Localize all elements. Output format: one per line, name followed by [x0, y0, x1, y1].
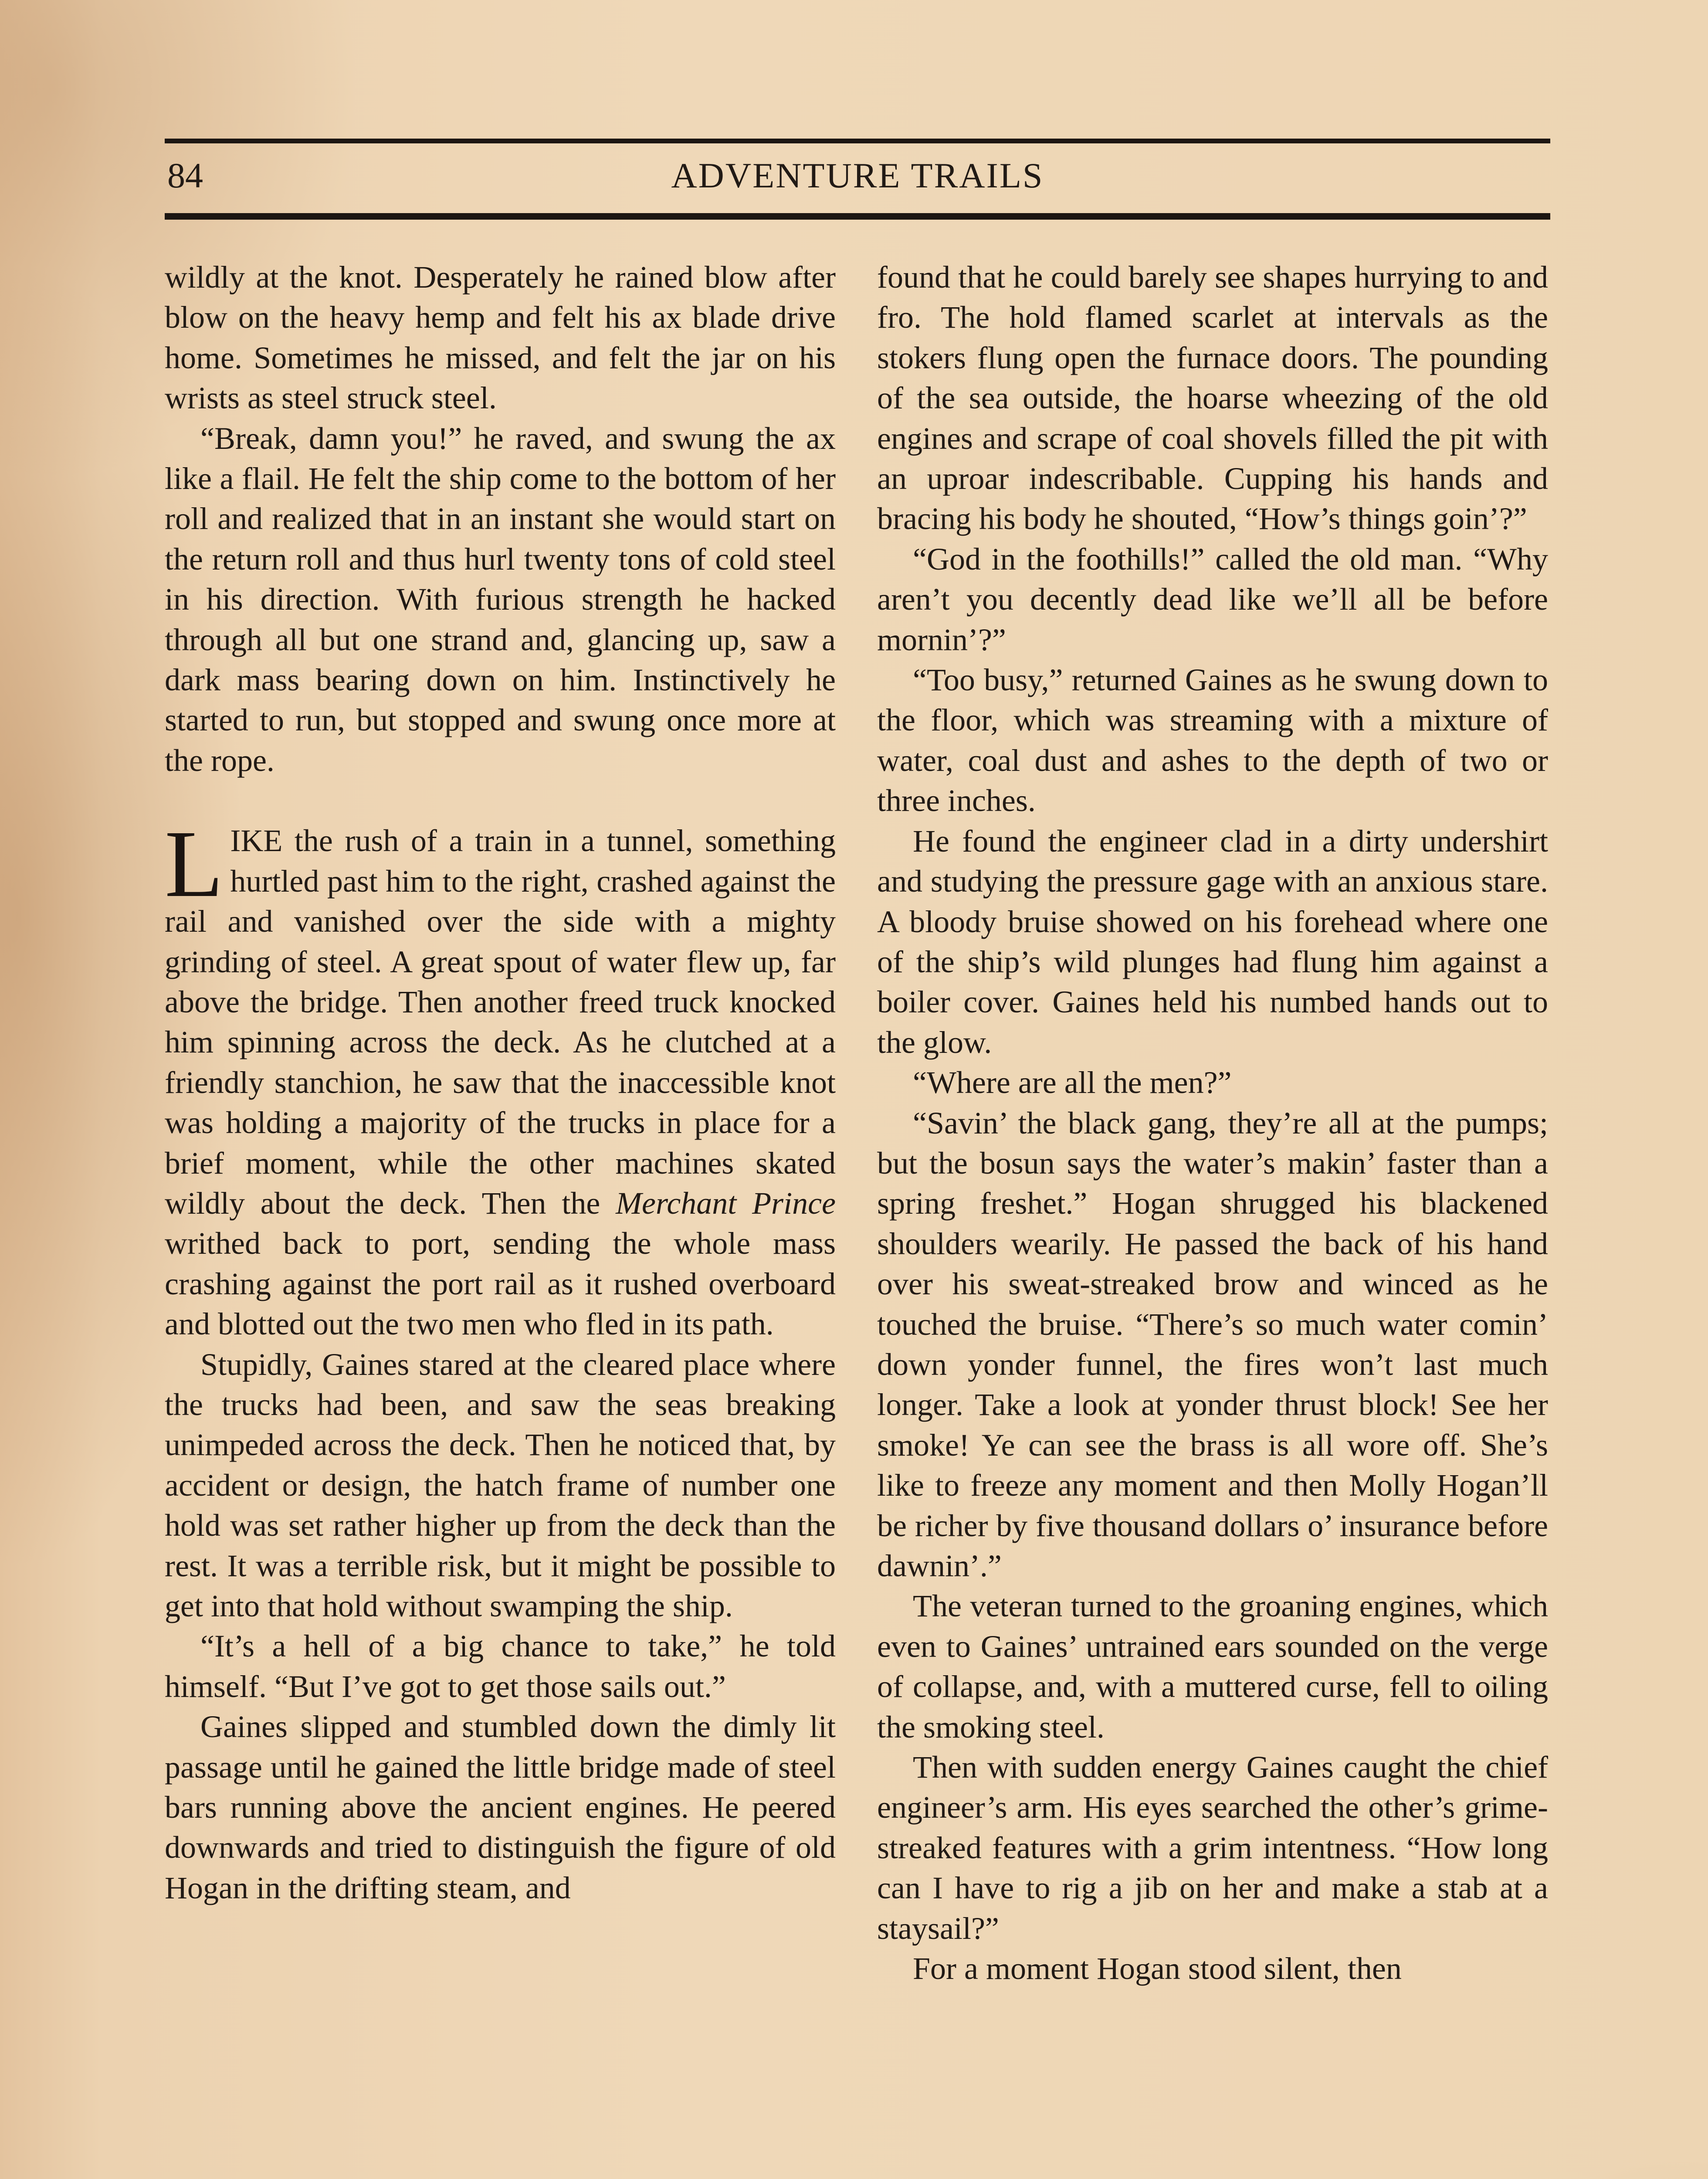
header-rule-top: [165, 139, 1550, 143]
ship-name: Merchant Prince: [616, 1185, 836, 1221]
page-number: 84: [167, 156, 203, 195]
paragraph: Gaines slipped and stumbled down the dimly lit passage until he gained the little bridge made of steel bars running above the ancient engines. He peered downwards and tried to distinguish the figure of old Hogan in the drifting steam, and: [165, 1709, 836, 1905]
page-header: [165, 139, 1550, 220]
paragraph: Stupidly, Gaines stared at the cleared place where the trucks had been, and saw the seas breaking unimpeded across the deck. Then he noticed that, by accident or design, the hatch frame of number one hold was set rather higher up from the deck than the rest. It was a terrible risk, but it might be possible to get into that hold without swamping the ship.: [165, 1347, 836, 1623]
paragraph: “Break, damn you!” he raved, and swung the ax like a flail. He felt the ship come to the bottom of her roll and realized that in an instant she would start on the return roll and thus hurl twenty tons of cold steel in his direction. With furious strength he hacked through all but one strand and, glancing up, saw a dark mass bearing down on him. Instinctively he started to run, but stopped and swung once more at the rope.: [165, 421, 836, 778]
running-title: ADVENTURE TRAILS: [671, 156, 1044, 195]
paragraph: “Too busy,” returned Gaines as he swung down to the floor, which was streaming with a mixture of water, coal dust and ashes to the depth of two or three inches.: [877, 662, 1548, 818]
left-column: [165, 257, 836, 1908]
paragraph: found that he could barely see shapes hurrying to and fro. The hold flamed scarlet at intervals as the stokers flung open the furnace doors. The pounding of the sea outside, the hoarse wheezing of the old engines and scrape of coal shovels filled the pit with an uproar indescribable. Cupping his hands and bracing his body he shouted, “How’s things goin’?”: [877, 260, 1548, 536]
section-break: [165, 781, 836, 821]
paragraph: He found the engineer clad in a dirty undershirt and studying the pressure gage with an anxious stare. A bloody bruise showed on his forehead where one of the ship’s wild plunges had flung him against a boiler cover. Gaines held his numbed hands out to the glow.: [877, 823, 1548, 1060]
paragraph: Then with sudden energy Gaines caught the chief engineer’s arm. His eyes searched the other’s grime-streaked features with a grim intentness. “How long can I have to rig a jib on her and make a stab at a staysail?”: [877, 1750, 1548, 1946]
paragraph: “Where are all the men?”: [913, 1065, 1232, 1100]
paragraph-text: writhed back to port, sending the whole mass crashing against the port rail as it rushed overboard and blotted out the two men who fled in its path.: [165, 1226, 836, 1342]
drop-cap: L: [165, 811, 224, 917]
paragraph-drop-cap: [165, 811, 836, 1344]
paragraph: For a moment Hogan stood silent, then: [913, 1951, 1402, 1986]
paragraph: “God in the foothills!” called the old man. “Why aren’t you decently dead like we’ll all be before mornin’?”: [877, 541, 1548, 657]
paragraph-text: IKE the rush of a train in a tunnel, something hurtled past him to the right, crashed against the rail and vanished over the side with a mighty grinding of steel. A great spout of water flew up, far above the bridge. Then another freed truck knocked him spinning across the deck. As he clutched at a friendly stanchion, he saw that the inaccessible knot was holding a majority of the trucks in place for a brief moment, while the other machines skated wildly about the deck. Then the: [165, 823, 836, 1221]
paragraph: “It’s a hell of a big chance to take,” he told himself. “But I’ve got to get those sails out.”: [165, 1629, 836, 1704]
right-column: [877, 257, 1548, 1989]
paragraph: The veteran turned to the groaning engines, which even to Gaines’ untrained ears sounded on the verge of collapse, and, with a muttered curse, fell to oiling the smoking steel.: [877, 1588, 1548, 1745]
paragraph: wildly at the knot. Desperately he rained blow after blow on the heavy hemp and felt his ax blade drive home. Sometimes he missed, and felt the jar on his wrists as steel struck steel.: [165, 260, 836, 416]
paragraph: “Savin’ the black gang, they’re all at the pumps; but the bosun says the water’s makin’ faster than a spring freshet.” Hogan shrugged his blackened shoulders wearily. He passed the back of his hand over his sweat-streaked brow and winced as he touched the bruise. “There’s so much water comin’ down yonder funnel, the fires won’t last much longer. Take a look at yonder thrust block! See her smoke! Ye can see the brass is all wore off. She’s like to freeze any moment and then Molly Hogan’ll be richer by five thousand dollars o’ insurance before dawnin’.”: [877, 1105, 1548, 1583]
header-rule-bottom: [165, 213, 1550, 220]
